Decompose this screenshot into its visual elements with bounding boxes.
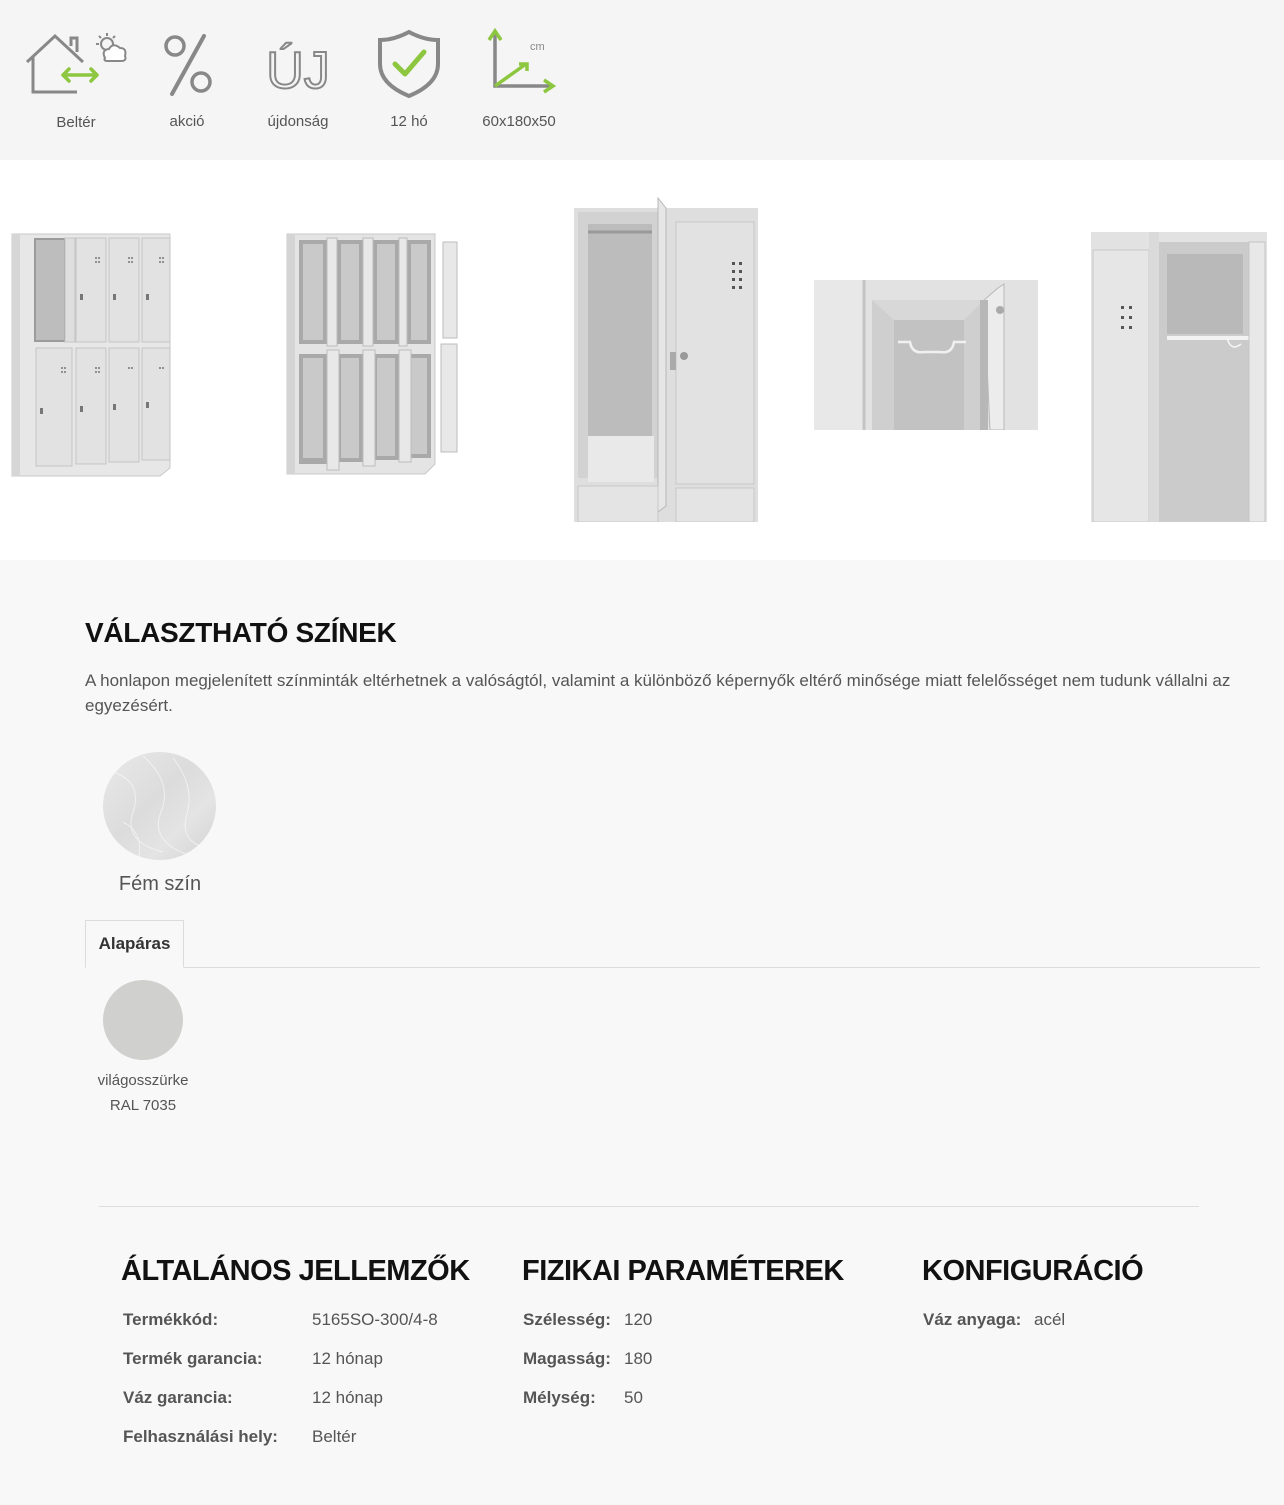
spec-value: 180 [624, 1349, 653, 1368]
spec-value: 120 [624, 1310, 653, 1329]
feature-dimensions [464, 28, 574, 130]
feature-label: újdonság [267, 113, 329, 130]
feature-icons-bar [0, 0, 1284, 160]
indoor-house-icon [21, 28, 131, 100]
material-swatch-label: Fém szín [118, 873, 202, 895]
percent-icon [132, 28, 242, 100]
new-uj-icon [243, 28, 353, 100]
feature-new [243, 28, 353, 130]
feature-label: 60x180x50 [482, 113, 556, 130]
gallery-image-5[interactable] [1091, 232, 1267, 522]
gallery-image-1[interactable] [10, 232, 174, 482]
color-swatch-ral7035[interactable] [103, 980, 183, 1060]
colors-disclaimer: A honlapon megjelenített színminták eltérhetnek a valóságtól, valamint a különböző képernyők eltérő minősége miatt felelősséget nem tudunk vállalni az egyezésért. [85, 671, 1231, 715]
spec-value: 5165SO-300/4-8 [312, 1310, 438, 1329]
svg-text:cm: cm [530, 41, 545, 53]
color-swatch-name: világosszürke [97, 1072, 189, 1089]
color-tabs [85, 920, 1260, 968]
material-swatch-metal[interactable] [103, 752, 216, 860]
spec-value: 12 hónap [312, 1388, 383, 1407]
color-swatch-label [78, 1068, 208, 1118]
feature-sale [132, 28, 242, 130]
spec-key: Termék garancia: [123, 1349, 263, 1368]
spec-value: acél [1034, 1310, 1066, 1329]
general-specs-title: ÁLTALÁNOS JELLEMZŐK [121, 1255, 470, 1287]
spec-key: Váz garancia: [123, 1388, 233, 1407]
gallery-image-4[interactable] [814, 280, 1038, 430]
spec-value: 50 [624, 1388, 643, 1407]
feature-warranty [354, 28, 464, 130]
feature-label: akció [169, 113, 205, 130]
colors-section-title: VÁLASZTHATÓ SZÍNEK [85, 617, 397, 648]
shield-check-icon [354, 28, 464, 100]
physical-specs-title: FIZIKAI PARAMÉTEREK [522, 1255, 844, 1287]
feature-indoor [21, 28, 131, 131]
spec-key: Váz anyaga: [923, 1310, 1022, 1329]
spec-key: Termékkód: [123, 1310, 219, 1329]
spec-key: Felhasználási hely: [123, 1427, 278, 1446]
spec-key: Magasság: [523, 1349, 611, 1368]
svg-text:ÚJ: ÚJ [266, 42, 330, 100]
spec-key: Szélesség: [523, 1310, 611, 1329]
spec-value: 12 hónap [312, 1349, 383, 1368]
feature-label: Beltér [56, 114, 96, 131]
tab-alaparas[interactable]: Alapáras [85, 920, 184, 968]
config-specs-title: KONFIGURÁCIÓ [922, 1255, 1144, 1287]
color-swatch-code: RAL 7035 [109, 1097, 177, 1114]
spec-value: Beltér [312, 1427, 357, 1446]
gallery-image-3[interactable] [574, 196, 759, 522]
spec-key: Mélység: [523, 1388, 596, 1407]
product-gallery [0, 160, 1284, 560]
specs-divider [99, 1206, 1199, 1207]
feature-label: 12 hó [390, 113, 428, 130]
gallery-image-2[interactable] [285, 232, 465, 482]
dimensions-icon [464, 28, 574, 100]
